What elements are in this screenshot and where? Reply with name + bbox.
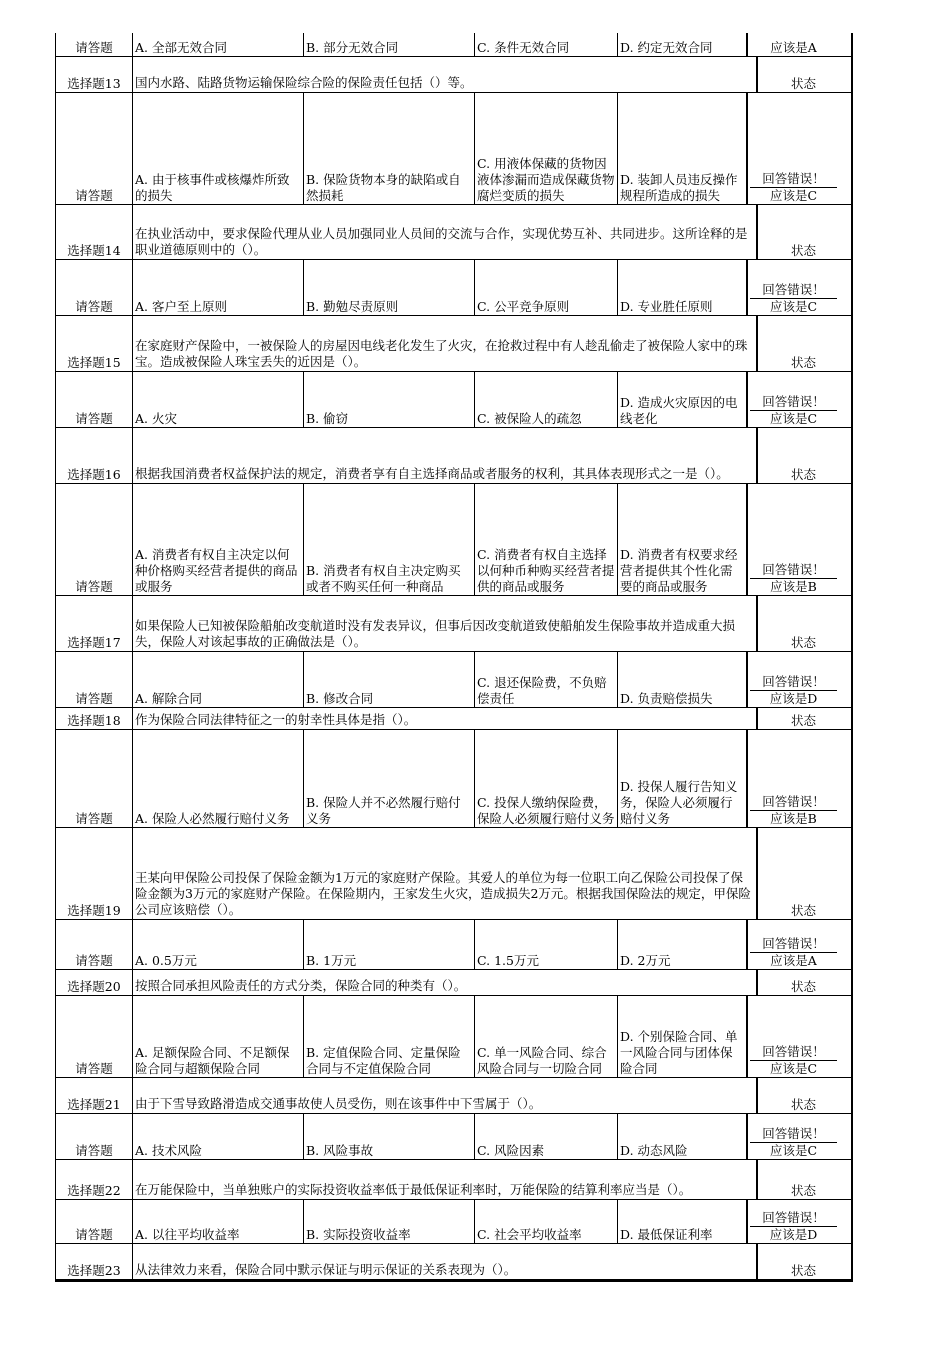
answer-option-b[interactable]: B. 部分无效合同 xyxy=(304,33,475,56)
wrong-answer-note: 回答错误！ xyxy=(750,936,837,953)
correct-answer-note: 应该是A xyxy=(770,953,817,968)
question-row xyxy=(56,596,851,652)
status-cell xyxy=(756,57,849,92)
answer-option-a[interactable]: A. 消费者有权自主决定以何种价格购买经营者提供的商品或服务 xyxy=(133,484,304,595)
row-label: 选择题14 xyxy=(56,205,133,259)
status-label: 状态 xyxy=(790,635,816,650)
question-text: 王某向甲保险公司投保了保险金额为1万元的家庭财产保险。其爱人的单位为每一位职工向乙保险公司投保了保险金额为3万元的家庭财产保险。在保险期内，王家发生火灾，造成损失2万元。根据我国保险法的规定，甲保险公司应该赔偿（）。 xyxy=(133,828,757,919)
answer-option-d[interactable]: D. 专业胜任原则 xyxy=(618,260,747,315)
question-row xyxy=(56,1078,851,1114)
answer-option-c[interactable]: C. 投保人缴纳保险费，保险人必须履行赔付义务 xyxy=(475,730,618,827)
row-label: 请答题 xyxy=(56,372,133,427)
answer-option-c[interactable]: C. 公平竞争原则 xyxy=(475,260,618,315)
row-label: 选择题13 xyxy=(56,57,133,92)
answer-row xyxy=(56,1114,851,1160)
correct-answer-note: 应该是D xyxy=(769,691,818,706)
question-text: 按照合同承担风险责任的方式分类，保险合同的种类有（）。 xyxy=(133,970,757,995)
answer-option-c[interactable]: C. 退还保险费，不负赔偿责任 xyxy=(475,652,618,707)
correct-answer-note: 应该是C xyxy=(769,1061,818,1076)
status-label: 状态 xyxy=(790,76,816,91)
question-row xyxy=(56,1160,851,1200)
row-label: 请答题 xyxy=(56,996,133,1077)
answer-row xyxy=(56,1200,851,1244)
row-label: 选择题22 xyxy=(56,1160,133,1199)
question-row xyxy=(56,828,851,920)
row-label: 请答题 xyxy=(56,1200,133,1243)
answer-option-c[interactable]: C. 消费者有权自主选择以何种币种购买经营者提供的商品或服务 xyxy=(475,484,618,595)
row-label: 请答题 xyxy=(56,260,133,315)
answer-option-c[interactable]: C. 社会平均收益率 xyxy=(475,1200,618,1243)
status-label: 状态 xyxy=(790,355,816,370)
correct-answer-note: 应该是B xyxy=(770,811,817,826)
answer-option-b[interactable]: B. 定值保险合同、定量保险合同与不定值保险合同 xyxy=(304,996,475,1077)
row-label: 选择题20 xyxy=(56,970,133,995)
answer-option-b[interactable]: B. 保险货物本身的缺陷或自然损耗 xyxy=(304,93,475,204)
question-text: 国内水路、陆路货物运输保险综合险的保险责任包括（）等。 xyxy=(133,57,757,92)
question-row xyxy=(56,708,851,730)
wrong-answer-note: 回答错误！ xyxy=(750,562,837,579)
answer-option-b[interactable]: B. 保险人并不必然履行赔付义务 xyxy=(304,730,475,827)
row-label: 请答题 xyxy=(56,652,133,707)
status-cell xyxy=(746,1114,839,1159)
row-label: 请答题 xyxy=(56,1114,133,1159)
correct-answer-note: 应该是B xyxy=(770,579,817,594)
answer-option-b[interactable]: B. 1万元 xyxy=(304,920,475,969)
correct-answer-note: 应该是A xyxy=(770,40,817,55)
answer-option-d[interactable]: D. 消费者有权要求经营者提供其个性化需要的商品或服务 xyxy=(618,484,747,595)
row-label: 选择题16 xyxy=(56,428,133,483)
status-label: 状态 xyxy=(790,903,816,918)
question-text: 根据我国消费者权益保护法的规定，消费者享有自主选择商品或者服务的权利，其具体表现形式之一是（）。 xyxy=(133,428,757,483)
correct-answer-note: 应该是C xyxy=(769,299,818,314)
answer-option-a[interactable]: A. 解除合同 xyxy=(133,652,304,707)
status-cell xyxy=(746,652,839,707)
row-label: 选择题23 xyxy=(56,1244,133,1279)
answer-option-b[interactable]: B. 偷窃 xyxy=(304,372,475,427)
quiz-sheet xyxy=(55,33,853,1282)
answer-option-c[interactable]: C. 单一风险合同、综合风险合同与一切险合同 xyxy=(475,996,618,1077)
status-cell xyxy=(746,372,839,427)
question-text: 作为保险合同法律特征之一的射幸性具体是指（）。 xyxy=(133,708,757,729)
answer-option-b[interactable]: B. 消费者有权自主决定购买或者不购买任何一种商品 xyxy=(304,484,475,595)
answer-row xyxy=(56,484,851,596)
row-label: 选择题18 xyxy=(56,708,133,729)
status-cell xyxy=(756,708,849,729)
answer-option-d[interactable]: D. 装卸人员违反操作规程所造成的损失 xyxy=(618,93,747,204)
wrong-answer-note: 回答错误！ xyxy=(750,674,837,691)
status-cell xyxy=(756,596,849,651)
answer-option-b[interactable]: B. 修改合同 xyxy=(304,652,475,707)
answer-option-d[interactable]: D. 负责赔偿损失 xyxy=(618,652,747,707)
answer-option-d[interactable]: D. 造成火灾原因的电线老化 xyxy=(618,372,747,427)
question-row xyxy=(56,205,851,260)
status-cell xyxy=(746,730,839,827)
answer-option-a[interactable]: A. 以往平均收益率 xyxy=(133,1200,304,1243)
answer-option-a[interactable]: A. 0.5万元 xyxy=(133,920,304,969)
status-label: 状态 xyxy=(790,243,816,258)
row-label: 请答题 xyxy=(56,730,133,827)
status-label: 状态 xyxy=(790,1263,816,1278)
status-label: 状态 xyxy=(790,467,816,482)
status-cell xyxy=(746,484,839,595)
answer-row xyxy=(56,33,851,57)
answer-option-c[interactable]: C. 被保险人的疏忽 xyxy=(475,372,618,427)
answer-row xyxy=(56,652,851,708)
answer-option-a[interactable]: A. 保险人必然履行赔付义务 xyxy=(133,730,304,827)
correct-answer-note: 应该是C xyxy=(769,188,818,203)
correct-answer-note: 应该是D xyxy=(769,1227,818,1242)
row-label: 请答题 xyxy=(56,33,133,56)
status-cell xyxy=(746,920,839,969)
row-label: 请答题 xyxy=(56,93,133,204)
question-text: 在万能保险中，当单独账户的实际投资收益率低于最低保证利率时，万能保险的结算利率应当是（）。 xyxy=(133,1160,757,1199)
question-row xyxy=(56,428,851,484)
row-label: 请答题 xyxy=(56,920,133,969)
wrong-answer-note: 回答错误！ xyxy=(750,394,837,411)
status-label: 状态 xyxy=(790,713,816,728)
answer-option-b[interactable]: B. 勤勉尽责原则 xyxy=(304,260,475,315)
answer-row xyxy=(56,93,851,205)
status-cell xyxy=(756,428,849,483)
status-cell xyxy=(756,205,849,259)
answer-option-c[interactable]: C. 风险因素 xyxy=(475,1114,618,1159)
status-cell xyxy=(756,828,849,919)
status-cell xyxy=(756,1078,849,1113)
status-label: 状态 xyxy=(790,1183,816,1198)
answer-option-a[interactable]: A. 足额保险合同、不足额保险合同与超额保险合同 xyxy=(133,996,304,1077)
status-cell xyxy=(746,260,839,315)
answer-option-d[interactable]: D. 最低保证利率 xyxy=(618,1200,747,1243)
answer-option-d[interactable]: D. 约定无效合同 xyxy=(618,33,747,56)
row-label: 选择题17 xyxy=(56,596,133,651)
answer-option-c[interactable]: C. 用液体保藏的货物因液体渗漏而造成保藏货物腐烂变质的损失 xyxy=(475,93,618,204)
row-label: 选择题15 xyxy=(56,316,133,371)
question-text: 在家庭财产保险中，一被保险人的房屋因电线老化发生了火灾，在抢救过程中有人趁乱偷走了被保险人家中的珠宝。造成被保险人珠宝丢失的近因是（）。 xyxy=(133,316,757,371)
answer-option-a[interactable]: A. 火灾 xyxy=(133,372,304,427)
status-cell xyxy=(756,1160,849,1199)
question-row xyxy=(56,970,851,996)
question-text: 由于下雪导致路滑造成交通事故使人员受伤，则在该事件中下雪属于（）。 xyxy=(133,1078,757,1113)
answer-option-c[interactable]: C. 1.5万元 xyxy=(475,920,618,969)
status-cell xyxy=(746,996,839,1077)
answer-option-b[interactable]: B. 风险事故 xyxy=(304,1114,475,1159)
answer-option-a[interactable]: A. 由于核事件或核爆炸所致的损失 xyxy=(133,93,304,204)
status-label: 状态 xyxy=(790,1097,816,1112)
status-cell xyxy=(746,1200,839,1243)
answer-row xyxy=(56,920,851,970)
answer-row xyxy=(56,996,851,1078)
wrong-answer-note: 回答错误！ xyxy=(750,1210,837,1227)
status-cell xyxy=(756,970,849,995)
wrong-answer-note: 回答错误！ xyxy=(750,794,837,811)
answer-row xyxy=(56,260,851,316)
status-label: 状态 xyxy=(790,979,816,994)
answer-option-d[interactable]: D. 动态风险 xyxy=(618,1114,747,1159)
answer-row xyxy=(56,372,851,428)
row-label: 选择题21 xyxy=(56,1078,133,1113)
wrong-answer-note: 回答错误！ xyxy=(750,1126,837,1143)
answer-option-a[interactable]: A. 技术风险 xyxy=(133,1114,304,1159)
status-cell xyxy=(746,33,839,56)
correct-answer-note: 应该是C xyxy=(769,1143,818,1158)
status-cell xyxy=(756,1244,849,1279)
answer-option-c[interactable]: C. 条件无效合同 xyxy=(475,33,618,56)
status-cell xyxy=(746,93,839,204)
answer-option-a[interactable]: A. 全部无效合同 xyxy=(133,33,304,56)
answer-row xyxy=(56,730,851,828)
row-label: 选择题19 xyxy=(56,828,133,919)
answer-option-d[interactable]: D. 投保人履行告知义务，保险人必须履行赔付义务 xyxy=(618,730,747,827)
question-text: 从法律效力来看，保险合同中默示保证与明示保证的关系表现为（）。 xyxy=(133,1244,757,1279)
wrong-answer-note: 回答错误！ xyxy=(750,171,837,188)
answer-option-d[interactable]: D. 个别保险合同、单一风险合同与团体保险合同 xyxy=(618,996,747,1077)
question-row xyxy=(56,316,851,372)
status-cell xyxy=(756,316,849,371)
question-row xyxy=(56,57,851,93)
question-text: 如果保险人已知被保险船舶改变航道时没有发表异议，但事后因改变航道致使船舶发生保险事故并造成重大损失，保险人对该起事故的正确做法是（）。 xyxy=(133,596,757,651)
answer-option-a[interactable]: A. 客户至上原则 xyxy=(133,260,304,315)
answer-option-b[interactable]: B. 实际投资收益率 xyxy=(304,1200,475,1243)
answer-option-d[interactable]: D. 2万元 xyxy=(618,920,747,969)
question-text: 在执业活动中，要求保险代理从业人员加强同业人员间的交流与合作，实现优势互补、共同进步。这所诠释的是职业道德原则中的（）。 xyxy=(133,205,757,259)
wrong-answer-note: 回答错误！ xyxy=(750,1044,837,1061)
wrong-answer-note: 回答错误！ xyxy=(750,282,837,299)
question-row xyxy=(56,1244,851,1280)
correct-answer-note: 应该是C xyxy=(769,411,818,426)
row-label: 请答题 xyxy=(56,484,133,595)
